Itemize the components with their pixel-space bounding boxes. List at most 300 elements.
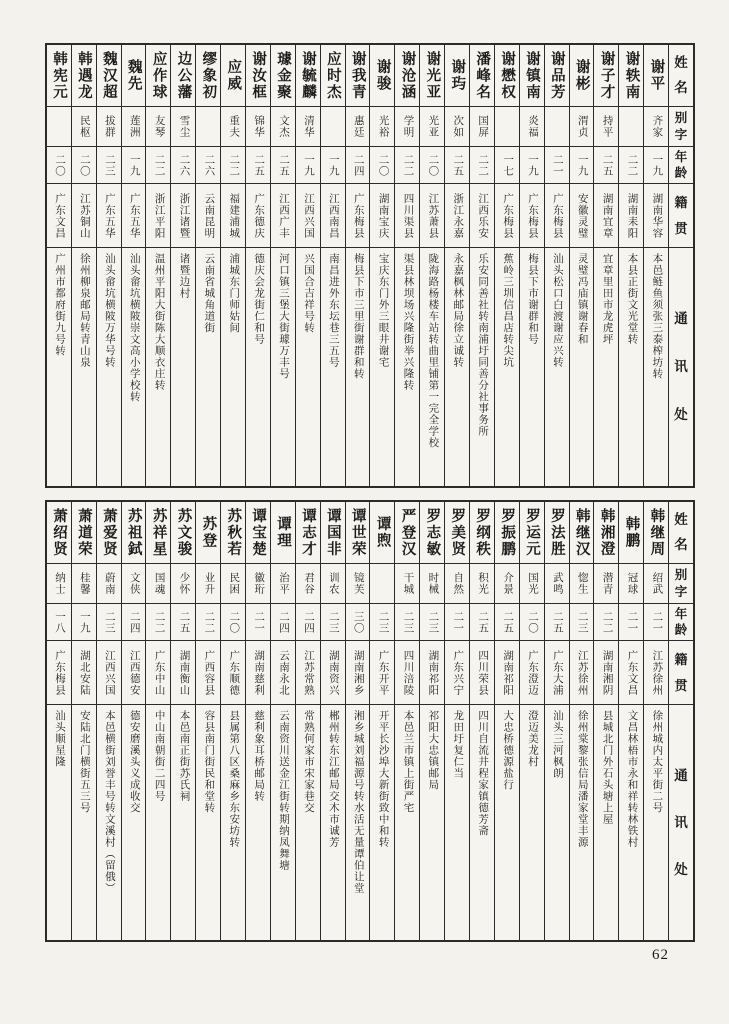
native-place-cell: [495, 641, 519, 705]
name-cell: [296, 45, 320, 107]
native-place-cell: [321, 641, 345, 705]
age-cell-text: 一九: [576, 153, 588, 177]
native-place-cell: [246, 184, 270, 248]
address-cell: [196, 705, 220, 940]
name-cell-text: 苏祖鉽: [125, 507, 142, 558]
alias-cell: [122, 107, 146, 147]
age-cell-text: 二四: [302, 610, 314, 634]
person-column: [444, 45, 469, 486]
address-cell-text: 汕头松口白渡谢应兴转: [551, 253, 563, 368]
person-column: [643, 502, 668, 940]
name-cell: [122, 45, 146, 107]
alias-cell: [271, 564, 295, 604]
native-place-cell-text: 湖南慈利: [253, 649, 265, 696]
age-cell: [545, 147, 569, 184]
row-header-label: 通 讯 处: [674, 767, 688, 877]
name-cell: [495, 45, 519, 107]
age-cell: [370, 604, 394, 641]
address-cell-text: 安陆北门横街五三号: [78, 710, 90, 814]
name-cell-text: 苏文骏: [175, 507, 192, 558]
name-cell-text: 谭宝楚: [250, 507, 267, 558]
address-cell: [520, 705, 544, 940]
person-column: [494, 45, 519, 486]
alias-cell-text: 积光: [477, 572, 489, 595]
alias-cell-text: 民枢: [78, 115, 90, 138]
native-place-cell: [619, 641, 643, 705]
alias-cell-text: 桂馨: [78, 572, 90, 595]
native-place-cell: [97, 641, 121, 705]
person-column: [245, 45, 270, 486]
name-cell-text: 萧道荣: [75, 507, 92, 558]
alias-cell: [146, 107, 170, 147]
age-cell-text: 一八: [54, 610, 66, 634]
address-cell: [97, 705, 121, 940]
address-cell: [146, 705, 170, 940]
address-cell: [47, 248, 71, 486]
age-cell: [47, 604, 71, 641]
person-column: [195, 502, 220, 940]
page-number: 62: [652, 947, 669, 963]
native-place-cell-text: 广东开平: [377, 649, 389, 696]
address-cell: [122, 248, 146, 486]
address-cell: [470, 248, 494, 486]
row-header-age: [669, 147, 693, 184]
age-cell-text: 二五: [278, 153, 290, 177]
row-headers-column: [668, 45, 693, 486]
address-cell: [370, 705, 394, 940]
name-cell-text: 潘峰名: [474, 50, 491, 101]
address-cell: [395, 248, 419, 486]
age-cell: [122, 604, 146, 641]
age-cell-text: 二二: [228, 153, 240, 177]
name-cell-text: 谢子才: [598, 50, 615, 101]
native-place-cell: [644, 184, 668, 248]
name-cell-text: 萧爱贤: [100, 507, 117, 558]
age-cell-text: 二一: [452, 610, 464, 634]
native-place-cell-text: 湖南资兴: [327, 649, 339, 696]
native-place-cell-text: 广东梅县: [54, 649, 66, 696]
directory-table-top: [45, 43, 695, 488]
name-cell: [171, 502, 195, 564]
person-column: [544, 45, 569, 486]
age-cell: [594, 147, 618, 184]
age-cell: [146, 147, 170, 184]
age-cell-text: 二四: [278, 610, 290, 634]
name-cell: [146, 502, 170, 564]
address-cell: [221, 705, 245, 940]
person-column: [170, 45, 195, 486]
alias-cell: [271, 107, 295, 147]
alias-cell-text: 拔群: [103, 115, 115, 138]
person-column: [170, 502, 195, 940]
name-cell-text: 谢轶南: [623, 50, 640, 101]
address-cell: [570, 705, 594, 940]
age-cell: [395, 604, 419, 641]
native-place-cell: [395, 184, 419, 248]
address-cell-text: 乐安同善社转南浦圩同善分社事务所: [477, 253, 489, 437]
address-cell: [146, 248, 170, 486]
address-cell-text: 汕头三河枫朗: [551, 710, 563, 779]
native-place-cell: [171, 641, 195, 705]
address-cell-text: 温州平阳大街陈大顺衣庄转: [153, 253, 165, 391]
name-cell: [594, 502, 618, 564]
alias-cell: [619, 107, 643, 147]
age-cell: [171, 147, 195, 184]
native-place-cell: [271, 641, 295, 705]
age-cell: [72, 147, 96, 184]
native-place-cell: [445, 184, 469, 248]
age-cell-text: 二二: [477, 153, 489, 177]
alias-cell-text: 民困: [228, 572, 240, 595]
address-cell-text: 大忠桥德源盐行: [502, 710, 514, 791]
name-cell: [246, 45, 270, 107]
person-column: [71, 45, 96, 486]
alias-cell: [246, 107, 270, 147]
alias-cell: [196, 107, 220, 147]
age-cell-text: 二三: [103, 153, 115, 177]
name-cell: [370, 502, 394, 564]
age-cell-text: 二四: [352, 153, 364, 177]
row-header-label: 别 字: [674, 110, 688, 142]
alias-cell: [221, 107, 245, 147]
age-cell: [346, 604, 370, 641]
native-place-cell: [196, 641, 220, 705]
native-place-cell: [72, 641, 96, 705]
alias-cell-text: 君谷: [302, 572, 314, 595]
address-cell: [445, 705, 469, 940]
address-cell-text: 汕头畲坑横陂崇文高小学校转: [128, 253, 140, 403]
alias-cell-text: 少怀: [178, 572, 190, 595]
row-header-label: 籍 贯: [674, 195, 688, 236]
address-cell-text: 河口镇三堡大街璩万丰号: [278, 253, 290, 380]
age-cell: [420, 604, 444, 641]
address-cell: [594, 705, 618, 940]
address-cell: [470, 705, 494, 940]
native-place-cell: [271, 184, 295, 248]
native-place-cell: [246, 641, 270, 705]
name-cell-text: 魏先: [125, 59, 142, 92]
age-cell-text: 二五: [502, 610, 514, 634]
person-column: [519, 45, 544, 486]
alias-cell-text: 武鸣: [551, 572, 563, 595]
address-cell: [619, 705, 643, 940]
native-place-cell-text: 广东大浦: [551, 649, 563, 696]
native-place-cell-text: 湖南祁阳: [502, 649, 514, 696]
name-cell-text: 应威: [225, 59, 242, 92]
age-cell-text: 一九: [526, 153, 538, 177]
name-cell: [196, 45, 220, 107]
alias-cell: [246, 564, 270, 604]
person-column: [444, 502, 469, 940]
person-column: [345, 45, 370, 486]
native-place-cell: [370, 184, 394, 248]
native-place-cell: [146, 184, 170, 248]
name-cell: [520, 45, 544, 107]
alias-cell: [520, 564, 544, 604]
native-place-cell-text: 广东澄迈: [526, 649, 538, 696]
name-cell-text: 谢光亚: [424, 50, 441, 101]
row-header-courtesy-name: [669, 564, 693, 604]
age-cell: [470, 147, 494, 184]
name-cell-text: 谢沧涵: [399, 50, 416, 101]
address-cell-text: 诸暨边村: [178, 253, 190, 299]
name-cell: [470, 502, 494, 564]
alias-cell-text: 时械: [427, 572, 439, 595]
person-column: [519, 502, 544, 940]
name-cell: [246, 502, 270, 564]
alias-cell-text: 潜青: [601, 572, 613, 595]
address-cell: [370, 248, 394, 486]
alias-cell-text: 锦华: [253, 115, 265, 138]
address-cell: [296, 705, 320, 940]
native-place-cell-text: 江苏萧县: [427, 192, 439, 239]
row-header-name: [669, 45, 693, 107]
native-place-cell: [196, 184, 220, 248]
name-cell: [146, 45, 170, 107]
name-cell: [619, 502, 643, 564]
address-cell-text: 云南资川送金江街转期纳凤舞塘: [278, 710, 290, 871]
alias-cell-text: 雪尘: [178, 115, 190, 138]
address-cell: [395, 705, 419, 940]
age-cell-text: 二三: [402, 610, 414, 634]
age-cell-text: 二二: [153, 610, 165, 634]
address-cell-text: 龙田圩复仁当: [452, 710, 464, 779]
native-place-cell-text: 广东顺德: [228, 649, 240, 696]
native-place-cell: [221, 641, 245, 705]
alias-cell-text: 镜芙: [352, 572, 364, 595]
native-place-cell: [47, 184, 71, 248]
person-column: [47, 502, 71, 940]
address-cell: [271, 248, 295, 486]
name-cell-text: 谭煦: [374, 516, 391, 549]
name-cell-text: 谭理: [275, 516, 292, 549]
native-place-cell-text: 广东梅县: [502, 192, 514, 239]
name-cell: [420, 45, 444, 107]
address-cell-text: 徐州棠黎张信局潘家堂丰源: [576, 710, 588, 848]
alias-cell: [420, 107, 444, 147]
native-place-cell-text: 广东德庆: [253, 192, 265, 239]
native-place-cell: [619, 184, 643, 248]
age-cell: [370, 147, 394, 184]
person-column: [618, 502, 643, 940]
age-cell: [445, 147, 469, 184]
address-cell-text: 梅县下市谢群和号: [526, 253, 538, 345]
age-cell: [420, 147, 444, 184]
alias-cell-text: 炎福: [526, 115, 538, 138]
address-cell-text: 云南省城角道街: [203, 253, 215, 334]
age-cell: [97, 147, 121, 184]
native-place-cell-text: 广东文昌: [626, 649, 638, 696]
native-place-cell: [296, 641, 320, 705]
native-place-cell-text: 广东梅县: [526, 192, 538, 239]
age-cell-text: 二一: [551, 153, 563, 177]
person-column: [145, 502, 170, 940]
address-cell: [47, 705, 71, 940]
person-column: [469, 45, 494, 486]
native-place-cell: [445, 641, 469, 705]
row-header-age: [669, 604, 693, 641]
name-cell-text: 应时杰: [324, 50, 341, 101]
alias-cell: [122, 564, 146, 604]
name-cell-text: 边公藩: [175, 50, 192, 101]
native-place-cell: [470, 641, 494, 705]
address-cell-text: 汕头畲坑横陂万华号转: [103, 253, 115, 368]
age-cell: [619, 604, 643, 641]
name-cell: [570, 502, 594, 564]
row-header-label: 通 讯 处: [674, 311, 688, 423]
row-header-label: 别 字: [674, 567, 688, 599]
age-cell-text: 二五: [178, 610, 190, 634]
person-column: [245, 502, 270, 940]
name-cell: [370, 45, 394, 107]
name-cell: [72, 502, 96, 564]
name-cell: [346, 45, 370, 107]
address-cell: [520, 248, 544, 486]
age-cell: [470, 604, 494, 641]
native-place-cell: [370, 641, 394, 705]
alias-cell-text: 渭贞: [576, 115, 588, 138]
alias-cell: [570, 564, 594, 604]
address-cell-text: 县城北门外石头塘上屋: [601, 710, 613, 825]
address-cell-text: 宝庆东门外三眼井谢宅: [377, 253, 389, 368]
alias-cell: [420, 564, 444, 604]
native-place-cell-text: 广东兴宁: [452, 649, 464, 696]
address-cell-text: 容县南门街民和堂转: [203, 710, 215, 814]
alias-cell: [72, 564, 96, 604]
address-cell: [196, 248, 220, 486]
native-place-cell-text: 四川渠县: [402, 192, 414, 239]
alias-cell: [146, 564, 170, 604]
name-cell-text: 缪象初: [200, 50, 217, 101]
alias-cell-text: 蔚南: [103, 572, 115, 595]
age-cell: [296, 604, 320, 641]
age-cell-text: 二〇: [78, 153, 90, 177]
age-cell: [619, 147, 643, 184]
person-column: [295, 502, 320, 940]
native-place-cell-text: 湖南宜章: [601, 192, 613, 239]
native-place-cell-text: 湖南祁阳: [427, 649, 439, 696]
address-cell-text: 湘乡城刘福源号转水活无量谭伯让堂: [352, 710, 364, 894]
name-cell: [47, 45, 71, 107]
alias-cell-text: 文杰: [278, 115, 290, 138]
name-cell: [420, 502, 444, 564]
native-place-cell-text: 广东五华: [128, 192, 140, 239]
native-place-cell: [570, 184, 594, 248]
age-cell: [246, 604, 270, 641]
alias-cell: [370, 564, 394, 604]
name-cell: [271, 502, 295, 564]
native-place-cell-text: 云南昆明: [203, 192, 215, 239]
person-column: [195, 45, 220, 486]
native-place-cell: [97, 184, 121, 248]
address-cell: [271, 705, 295, 940]
alias-cell-text: 友琴: [153, 115, 165, 138]
address-cell-text: 陇海路杨楼车站转曲里铺第一完全学校: [427, 253, 439, 449]
age-cell-text: 二一: [626, 610, 638, 634]
name-cell: [221, 45, 245, 107]
address-cell-text: 本邑南正街苏氏祠: [178, 710, 190, 802]
age-cell: [271, 147, 295, 184]
address-cell-text: 本邑兰市镇上街严宅: [402, 710, 414, 814]
age-cell-text: 二三: [327, 610, 339, 634]
age-cell-text: 二三: [377, 610, 389, 634]
native-place-cell: [520, 641, 544, 705]
age-cell-text: 二五: [551, 610, 563, 634]
alias-cell: [321, 564, 345, 604]
person-column: [320, 502, 345, 940]
row-header-native-place: [669, 641, 693, 705]
name-cell-text: 谢彬: [573, 59, 590, 92]
name-cell-text: 严登汉: [399, 507, 416, 558]
alias-cell: [296, 564, 320, 604]
alias-cell-text: 介景: [502, 572, 514, 595]
alias-cell-text: 文侠: [128, 572, 140, 595]
address-cell-text: 宜章里田市龙虎坪: [601, 253, 613, 345]
native-place-cell-text: 江苏徐州: [651, 649, 663, 696]
person-column: [270, 502, 295, 940]
native-place-cell-text: 福建浦城: [228, 192, 240, 239]
native-place-cell-text: 广东梅县: [551, 192, 563, 239]
row-headers-column: [668, 502, 693, 940]
address-cell: [246, 248, 270, 486]
name-cell-text: 应作球: [150, 50, 167, 101]
name-cell: [395, 502, 419, 564]
age-cell: [445, 604, 469, 641]
age-cell-text: 一七: [502, 153, 514, 177]
age-cell: [520, 604, 544, 641]
address-cell-text: 本邑横街刘誉丰号转文溪村（留俄）: [103, 710, 115, 894]
person-column: [96, 45, 121, 486]
name-cell-text: 苏登: [200, 516, 217, 549]
name-cell-text: 谢镇南: [523, 50, 540, 101]
address-cell-text: 汕头顺星隆: [54, 710, 66, 768]
age-cell-text: 二〇: [526, 610, 538, 634]
address-cell-text: 常熟何家市宋家巷交: [302, 710, 314, 814]
alias-cell: [644, 107, 668, 147]
age-cell: [196, 147, 220, 184]
address-cell: [346, 248, 370, 486]
person-column: [494, 502, 519, 940]
address-cell: [122, 705, 146, 940]
name-cell-text: 谭志才: [299, 507, 316, 558]
age-cell: [122, 147, 146, 184]
native-place-cell: [495, 184, 519, 248]
address-cell-text: 灵璧冯庙镇谢春和: [576, 253, 588, 345]
age-cell: [346, 147, 370, 184]
person-column: [369, 45, 394, 486]
name-cell-text: 谢骏: [374, 59, 391, 92]
native-place-cell-text: 四川涪陵: [402, 649, 414, 696]
native-place-cell: [520, 184, 544, 248]
age-cell-text: 二二: [203, 610, 215, 634]
alias-cell: [171, 107, 195, 147]
address-cell: [545, 705, 569, 940]
alias-cell: [346, 107, 370, 147]
native-place-cell-text: 湖南湘乡: [352, 649, 364, 696]
alias-cell: [346, 564, 370, 604]
person-column: [96, 502, 121, 940]
address-cell: [420, 705, 444, 940]
address-cell-text: 德庆会龙街仁和号: [253, 253, 265, 345]
alias-cell: [495, 564, 519, 604]
native-place-cell: [346, 184, 370, 248]
native-place-cell: [321, 184, 345, 248]
age-cell: [47, 147, 71, 184]
person-column: [419, 45, 444, 486]
native-place-cell-text: 浙江平阳: [153, 192, 165, 239]
alias-cell: [221, 564, 245, 604]
address-cell: [594, 248, 618, 486]
